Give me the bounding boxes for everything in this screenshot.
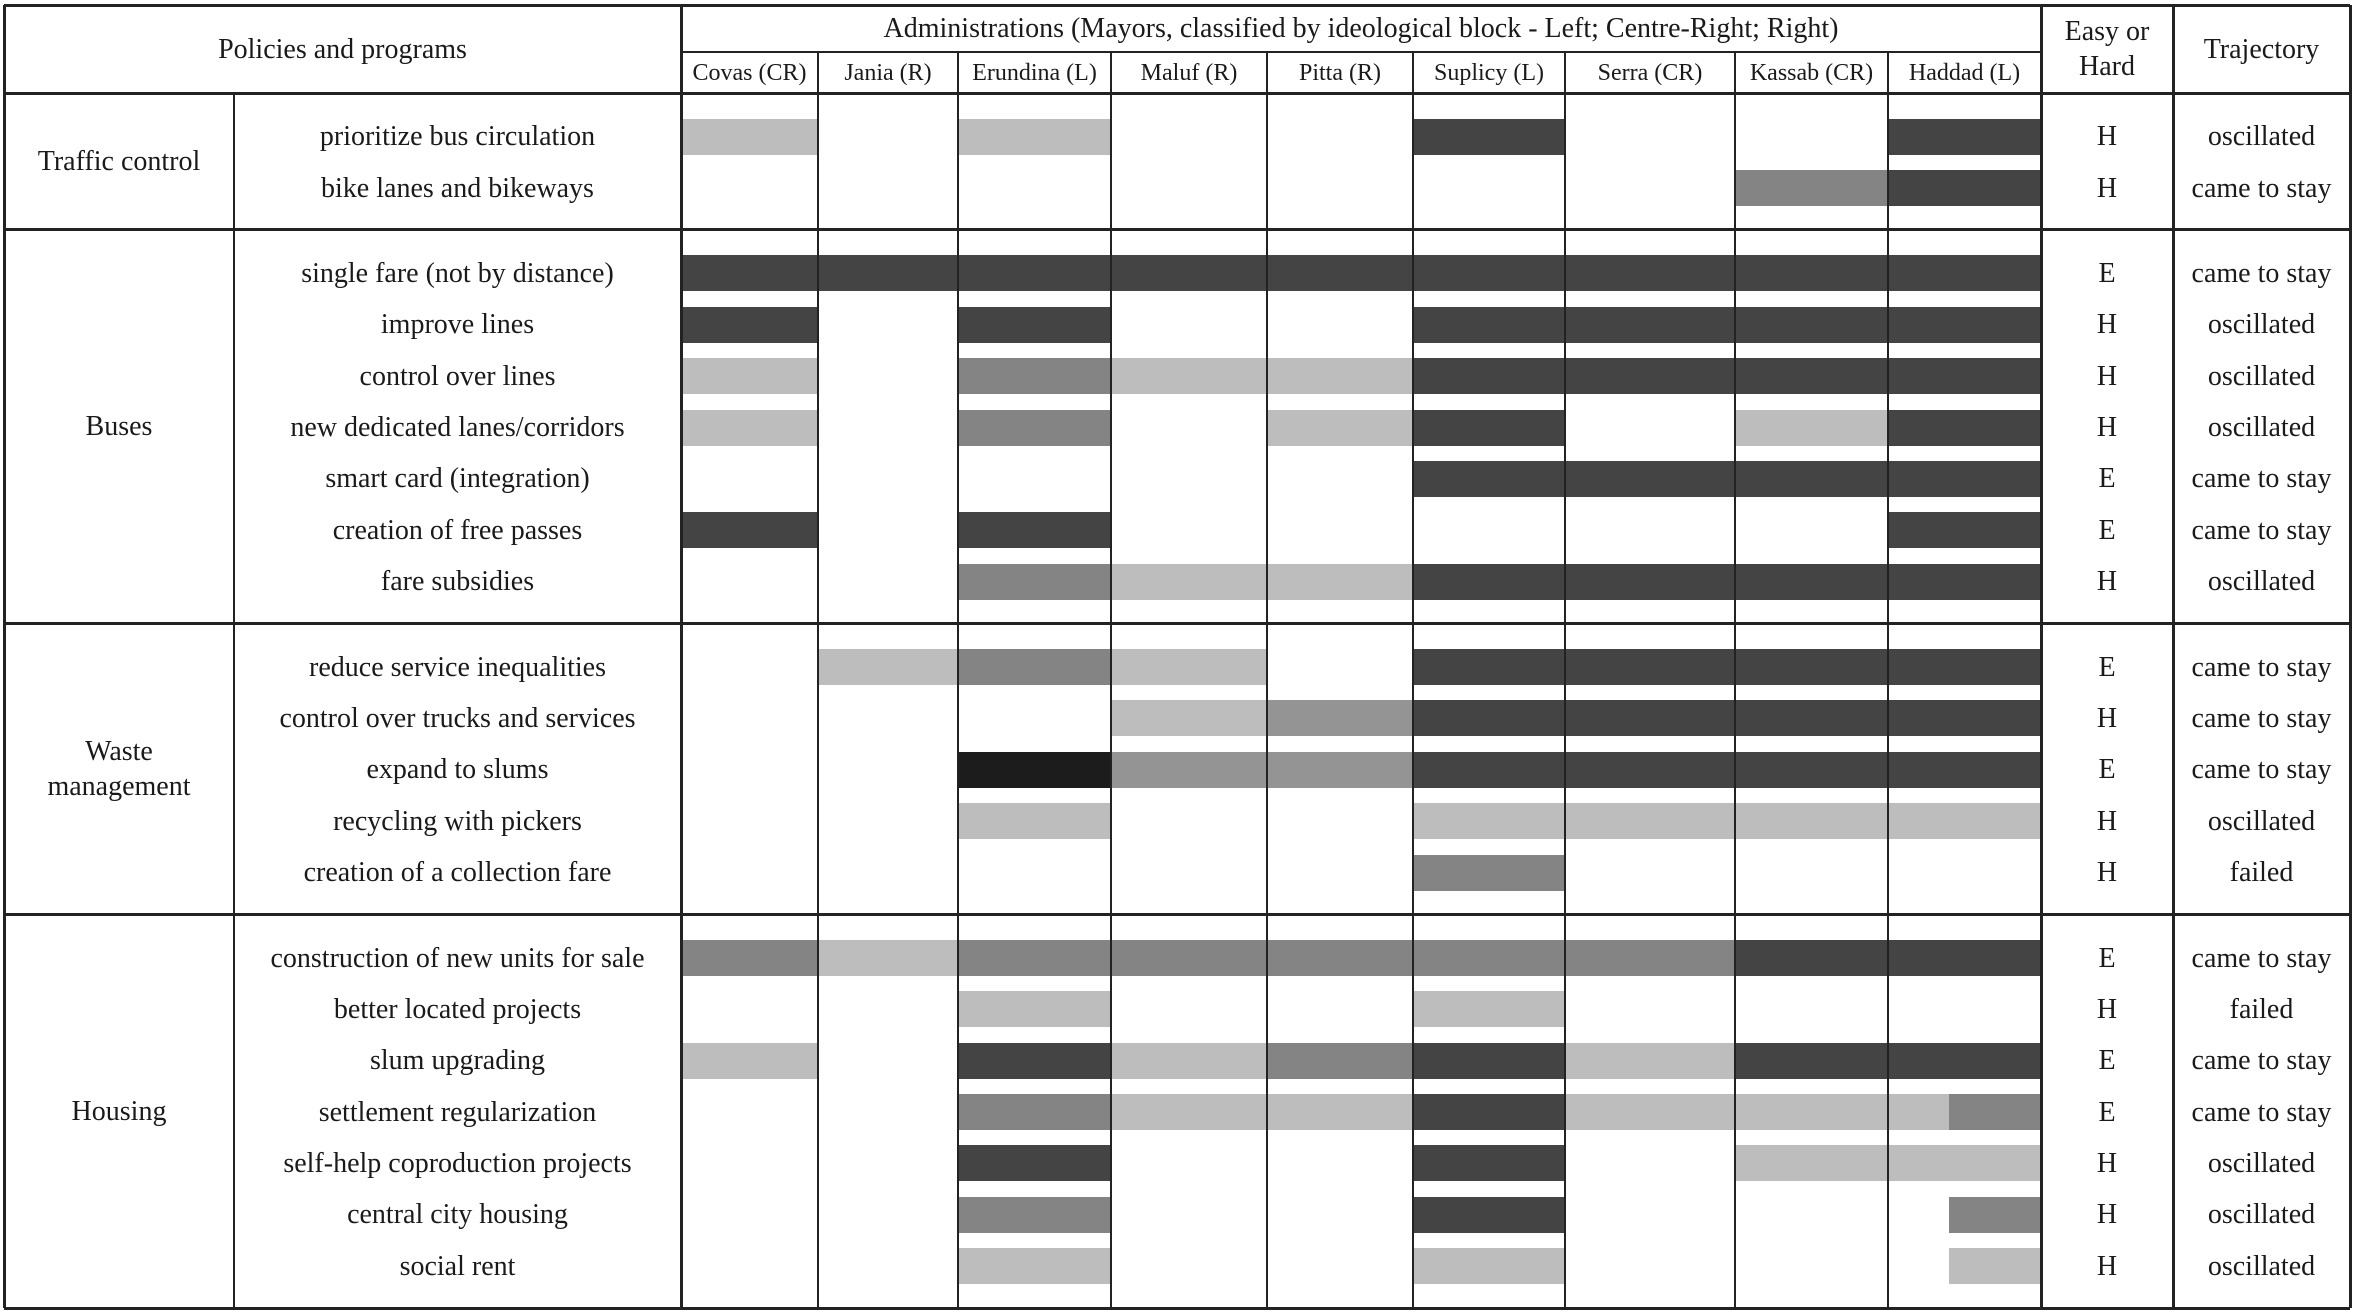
bar-3-0-1 bbox=[818, 940, 958, 976]
admin-header-4: Pitta (R) bbox=[1299, 59, 1381, 86]
admin-column-divider bbox=[1564, 52, 1566, 1308]
policy-label: expand to slums bbox=[366, 754, 549, 786]
bar-2-2-2 bbox=[958, 752, 1111, 788]
policy-label: recycling with pickers bbox=[333, 805, 582, 837]
bar-3-2-7 bbox=[1735, 1043, 1888, 1079]
policy-label: single fare (not by distance) bbox=[301, 257, 614, 289]
bar-2-1-5 bbox=[1413, 700, 1565, 736]
bar-2-0-8 bbox=[1888, 649, 2041, 685]
bar-1-0-6 bbox=[1565, 255, 1735, 291]
policy-label: prioritize bus circulation bbox=[319, 121, 596, 153]
bar-1-0-0 bbox=[681, 255, 818, 291]
ease-value: E bbox=[2098, 257, 2116, 289]
bar-2-1-8 bbox=[1888, 700, 2041, 736]
policy-label: better located projects bbox=[333, 993, 582, 1025]
policy-label: improve lines bbox=[380, 309, 535, 341]
bar-2-2-5 bbox=[1413, 752, 1565, 788]
ease-value: H bbox=[2096, 805, 2118, 837]
policy-label: fare subsidies bbox=[380, 566, 535, 598]
ease-value: H bbox=[2096, 1147, 2118, 1179]
policy-label: central city housing bbox=[347, 1199, 568, 1231]
admin-column-divider bbox=[1110, 52, 1112, 1308]
trajectory-value: came to stay bbox=[2191, 702, 2332, 734]
bar-2-2-8 bbox=[1888, 752, 2041, 788]
bar-1-3-4 bbox=[1267, 410, 1413, 446]
ease-value: E bbox=[2098, 1045, 2116, 1077]
bar-1-2-8 bbox=[1888, 358, 2041, 394]
trajectory-value: came to stay bbox=[2191, 1096, 2332, 1128]
bar-0-1-8 bbox=[1888, 170, 2041, 206]
bar-3-3-4 bbox=[1267, 1094, 1413, 1130]
bar-2-0-6 bbox=[1565, 649, 1735, 685]
admin-header-7: Kassab (CR) bbox=[1749, 59, 1874, 86]
bar-1-1-0 bbox=[681, 307, 818, 343]
bar-1-2-7 bbox=[1735, 358, 1888, 394]
bar-1-2-0 bbox=[681, 358, 818, 394]
bar-3-6-2 bbox=[958, 1248, 1111, 1284]
group-label-3: Housing bbox=[71, 1095, 167, 1127]
bar-2-0-2 bbox=[958, 649, 1111, 685]
bar-1-5-2 bbox=[958, 512, 1111, 548]
trajectory-value: came to stay bbox=[2191, 754, 2332, 786]
ease-value: E bbox=[2098, 1096, 2116, 1128]
group-divider bbox=[4, 913, 2350, 916]
bar-1-0-1 bbox=[818, 255, 958, 291]
bar-3-6-8-1 bbox=[1949, 1248, 2041, 1284]
ease-value: H bbox=[2096, 993, 2118, 1025]
ease-value: E bbox=[2098, 463, 2116, 495]
bar-3-3-6 bbox=[1565, 1094, 1735, 1130]
bar-2-2-6 bbox=[1565, 752, 1735, 788]
bar-2-1-6 bbox=[1565, 700, 1735, 736]
trajectory-value: oscillated bbox=[2207, 1147, 2316, 1179]
trajectory-value: came to stay bbox=[2191, 1045, 2332, 1077]
ease-value: E bbox=[2098, 651, 2116, 683]
bar-1-4-5 bbox=[1413, 461, 1565, 497]
policy-label: control over trucks and services bbox=[279, 702, 636, 734]
policy-label: bike lanes and bikeways bbox=[321, 172, 594, 204]
bar-2-1-4 bbox=[1267, 700, 1413, 736]
bar-3-6-5 bbox=[1413, 1248, 1565, 1284]
bar-3-0-4 bbox=[1267, 940, 1413, 976]
bar-1-1-5 bbox=[1413, 307, 1565, 343]
admin-header-1: Jania (R) bbox=[844, 59, 932, 86]
bar-2-3-5 bbox=[1413, 803, 1565, 839]
bar-1-6-4 bbox=[1267, 564, 1413, 600]
admin-header-8: Haddad (L) bbox=[1908, 59, 2021, 86]
bar-1-6-6 bbox=[1565, 564, 1735, 600]
bar-3-4-7 bbox=[1735, 1145, 1888, 1181]
bar-1-3-7 bbox=[1735, 410, 1888, 446]
ease-value: E bbox=[2098, 514, 2116, 546]
group-label-2: Waste management bbox=[47, 735, 191, 802]
bar-0-0-8 bbox=[1888, 119, 2041, 155]
bar-1-2-6 bbox=[1565, 358, 1735, 394]
bar-3-4-8 bbox=[1888, 1145, 2041, 1181]
table-bottom-border bbox=[4, 1307, 2350, 1310]
bar-1-2-5 bbox=[1413, 358, 1565, 394]
admin-header-2: Erundina (L) bbox=[972, 59, 1097, 86]
bar-1-6-8 bbox=[1888, 564, 2041, 600]
bar-3-3-5 bbox=[1413, 1094, 1565, 1130]
bar-2-0-1 bbox=[818, 649, 958, 685]
ease-value: H bbox=[2096, 360, 2118, 392]
bar-3-1-2 bbox=[958, 991, 1111, 1027]
trajectory-value: oscillated bbox=[2207, 1250, 2316, 1282]
policy-label: creation of free passes bbox=[332, 514, 583, 546]
bar-1-4-7 bbox=[1735, 461, 1888, 497]
policy-label: control over lines bbox=[359, 360, 556, 392]
admin-column-divider bbox=[1266, 52, 1268, 1308]
bar-3-3-7 bbox=[1735, 1094, 1888, 1130]
bar-2-3-8 bbox=[1888, 803, 2041, 839]
bar-3-0-7 bbox=[1735, 940, 1888, 976]
bar-1-6-5 bbox=[1413, 564, 1565, 600]
bar-1-4-8 bbox=[1888, 461, 2041, 497]
policy-label: settlement regularization bbox=[318, 1096, 597, 1128]
ease-value: E bbox=[2098, 942, 2116, 974]
bar-1-6-7 bbox=[1735, 564, 1888, 600]
bar-2-3-2 bbox=[958, 803, 1111, 839]
bar-1-0-5 bbox=[1413, 255, 1565, 291]
bar-3-0-5 bbox=[1413, 940, 1565, 976]
ease-value: H bbox=[2096, 702, 2118, 734]
bar-1-5-0 bbox=[681, 512, 818, 548]
admin-column-divider bbox=[817, 52, 819, 1308]
bar-0-1-7 bbox=[1735, 170, 1888, 206]
ease-value: H bbox=[2096, 566, 2118, 598]
bar-2-1-7 bbox=[1735, 700, 1888, 736]
bar-3-5-2 bbox=[958, 1197, 1111, 1233]
bar-0-0-2 bbox=[958, 119, 1111, 155]
bar-3-2-0 bbox=[681, 1043, 818, 1079]
bar-1-3-8 bbox=[1888, 410, 2041, 446]
ease-value: H bbox=[2096, 412, 2118, 444]
ease-value: H bbox=[2096, 121, 2118, 153]
bar-1-0-7 bbox=[1735, 255, 1888, 291]
bar-3-5-8-1 bbox=[1949, 1197, 2041, 1233]
policy-label: construction of new units for sale bbox=[270, 942, 645, 974]
bar-0-0-0 bbox=[681, 119, 818, 155]
ease-value: H bbox=[2096, 1250, 2118, 1282]
bar-1-1-6 bbox=[1565, 307, 1735, 343]
bar-1-3-0 bbox=[681, 410, 818, 446]
table-left-border bbox=[3, 5, 6, 1308]
trajectory-value: came to stay bbox=[2191, 514, 2332, 546]
bar-2-2-7 bbox=[1735, 752, 1888, 788]
trajectory-value: came to stay bbox=[2191, 257, 2332, 289]
bar-2-0-7 bbox=[1735, 649, 1888, 685]
bar-2-2-3 bbox=[1111, 752, 1267, 788]
bar-1-3-2 bbox=[958, 410, 1111, 446]
trajectory-value: oscillated bbox=[2207, 360, 2316, 392]
bar-1-1-8 bbox=[1888, 307, 2041, 343]
bar-3-3-2 bbox=[958, 1094, 1111, 1130]
trajectory-value: came to stay bbox=[2191, 172, 2332, 204]
bar-1-0-8 bbox=[1888, 255, 2041, 291]
trajectory-value: came to stay bbox=[2191, 942, 2332, 974]
bar-2-1-3 bbox=[1111, 700, 1267, 736]
ease-value: E bbox=[2098, 754, 2116, 786]
policy-label: creation of a collection fare bbox=[303, 857, 612, 889]
admin-header-6: Serra (CR) bbox=[1597, 59, 1703, 86]
group-label-0: Traffic control bbox=[37, 145, 201, 177]
bar-3-3-8-0 bbox=[1888, 1094, 1949, 1130]
trajectory-value: failed bbox=[2229, 993, 2294, 1025]
trajectory-value: failed bbox=[2229, 857, 2294, 889]
trajectory-value: oscillated bbox=[2207, 121, 2316, 153]
admin-header-0: Covas (CR) bbox=[692, 59, 807, 86]
trajectory-value: oscillated bbox=[2207, 309, 2316, 341]
bar-0-0-5 bbox=[1413, 119, 1565, 155]
trajectory-value: came to stay bbox=[2191, 651, 2332, 683]
admin-header-5: Suplicy (L) bbox=[1434, 59, 1544, 86]
policy-label: slum upgrading bbox=[370, 1045, 545, 1077]
bar-1-0-2 bbox=[958, 255, 1111, 291]
bar-3-2-5 bbox=[1413, 1043, 1565, 1079]
easy-hard-header-line-2: Hard bbox=[2079, 51, 2135, 82]
bar-3-2-2 bbox=[958, 1043, 1111, 1079]
bar-1-2-2 bbox=[958, 358, 1111, 394]
policies-header: Policies and programs bbox=[218, 33, 467, 65]
bar-3-0-3 bbox=[1111, 940, 1267, 976]
group-divider bbox=[4, 228, 2350, 231]
administrations-header: Administrations (Mayors, classified by ideological block - Left; Centre-Right; Right) bbox=[883, 13, 1839, 44]
bar-2-0-5 bbox=[1413, 649, 1565, 685]
bar-3-3-8-1 bbox=[1949, 1094, 2041, 1130]
easy-hard-header bbox=[2041, 5, 2173, 93]
bar-3-4-5 bbox=[1413, 1145, 1565, 1181]
trajectory-value: oscillated bbox=[2207, 566, 2316, 598]
bar-3-3-3 bbox=[1111, 1094, 1267, 1130]
bar-3-1-5 bbox=[1413, 991, 1565, 1027]
admin-header-3: Maluf (R) bbox=[1140, 59, 1238, 86]
bar-1-1-7 bbox=[1735, 307, 1888, 343]
bar-2-0-3 bbox=[1111, 649, 1267, 685]
trajectory-header: Trajectory bbox=[2203, 33, 2320, 65]
bar-1-6-3 bbox=[1111, 564, 1267, 600]
ease-value: H bbox=[2096, 1199, 2118, 1231]
trajectory-value: oscillated bbox=[2207, 412, 2316, 444]
bar-2-3-6 bbox=[1565, 803, 1735, 839]
bar-1-5-8 bbox=[1888, 512, 2041, 548]
bar-1-0-4 bbox=[1267, 255, 1413, 291]
bar-1-2-3 bbox=[1111, 358, 1267, 394]
group-label-1: Buses bbox=[85, 411, 153, 443]
bar-1-3-5 bbox=[1413, 410, 1565, 446]
trajectory-value: oscillated bbox=[2207, 1199, 2316, 1231]
ease-value: H bbox=[2096, 309, 2118, 341]
policy-label: social rent bbox=[399, 1250, 516, 1282]
group-divider bbox=[4, 622, 2350, 625]
bar-3-2-3 bbox=[1111, 1043, 1267, 1079]
bar-1-6-2 bbox=[958, 564, 1111, 600]
bar-2-2-4 bbox=[1267, 752, 1413, 788]
bar-3-2-4 bbox=[1267, 1043, 1413, 1079]
bar-1-0-3 bbox=[1111, 255, 1267, 291]
bar-1-4-6 bbox=[1565, 461, 1735, 497]
ease-value: H bbox=[2096, 172, 2118, 204]
trajectory-value: oscillated bbox=[2207, 805, 2316, 837]
policy-label: self-help coproduction projects bbox=[283, 1147, 632, 1179]
bar-1-2-4 bbox=[1267, 358, 1413, 394]
bar-2-3-7 bbox=[1735, 803, 1888, 839]
easy-hard-header-line-1: Easy or bbox=[2064, 16, 2150, 47]
bar-1-1-2 bbox=[958, 307, 1111, 343]
bar-3-0-8 bbox=[1888, 940, 2041, 976]
bar-2-4-5 bbox=[1413, 855, 1565, 891]
policy-label: new dedicated lanes/corridors bbox=[290, 412, 625, 444]
bar-3-0-2 bbox=[958, 940, 1111, 976]
admin-column-divider bbox=[1887, 52, 1889, 1308]
admin-column-divider bbox=[957, 52, 959, 1308]
admin-column-divider bbox=[1412, 52, 1414, 1308]
policy-label: smart card (integration) bbox=[325, 463, 590, 495]
bar-3-2-6 bbox=[1565, 1043, 1735, 1079]
bar-3-0-6 bbox=[1565, 940, 1735, 976]
trajectory-value: came to stay bbox=[2191, 463, 2332, 495]
bar-3-4-2 bbox=[958, 1145, 1111, 1181]
bar-3-0-0 bbox=[681, 940, 818, 976]
ease-value: H bbox=[2096, 857, 2118, 889]
bar-3-5-5 bbox=[1413, 1197, 1565, 1233]
admin-column-divider bbox=[1734, 52, 1736, 1308]
policy-label: reduce service inequalities bbox=[309, 651, 606, 683]
bar-3-2-8 bbox=[1888, 1043, 2041, 1079]
